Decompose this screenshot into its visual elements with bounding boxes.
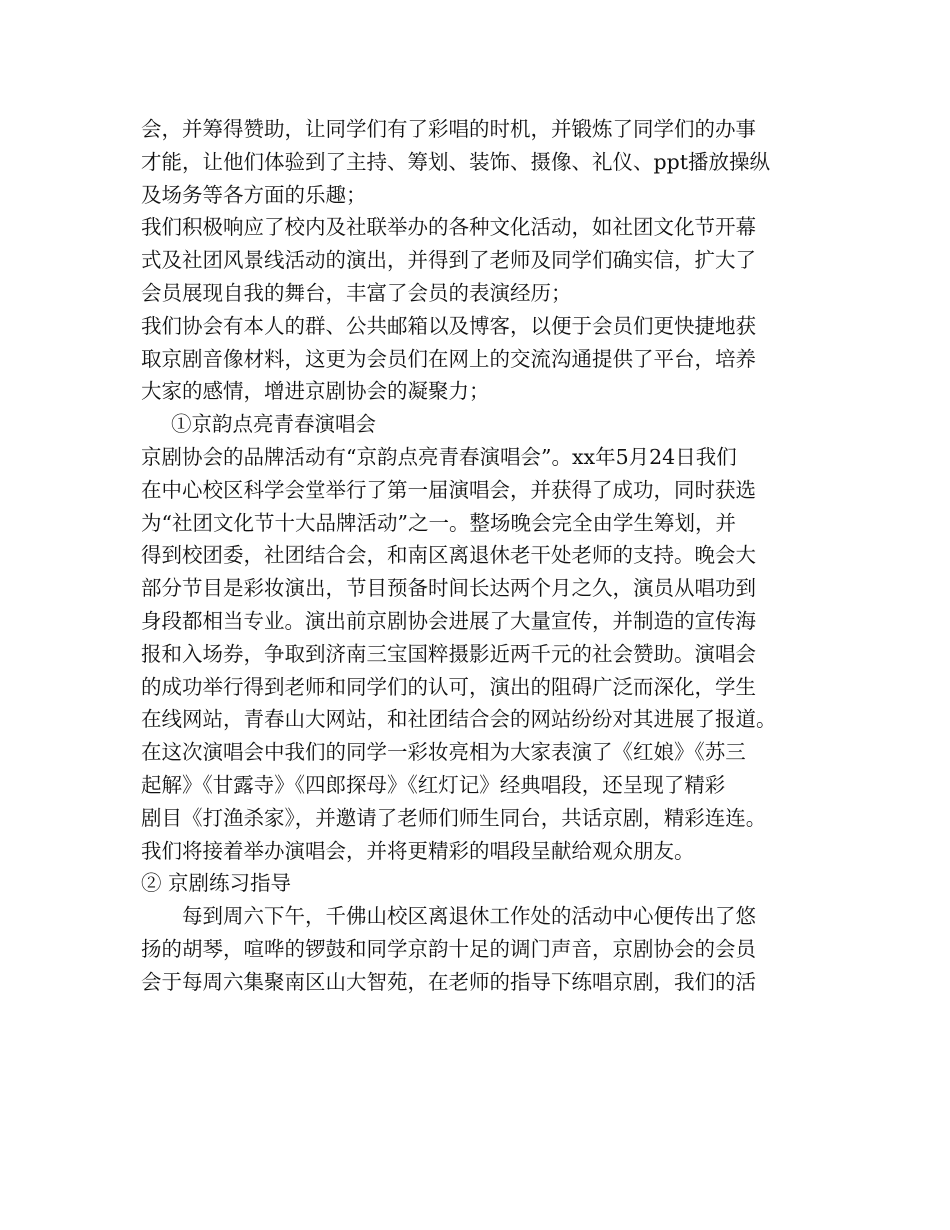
text-line: 报和入场券，争取到济南三宝国粹摄影近两千元的社会赞助。演唱会: [141, 641, 756, 666]
text-line: 部分节目是彩妆演出，节目预备时间长达两个月之久，演员从唱功到: [141, 576, 756, 601]
text-line: 的成功举行得到老师和同学们的认可，演出的阻碍广泛而深化，学生: [141, 674, 756, 699]
text-line: 在这次演唱会中我们的同学一彩妆亮相为大家表演了《红娘》《苏三: [141, 740, 746, 765]
section-heading: ② 京剧练习指导: [141, 871, 292, 896]
text-line: 每到周六下午，千佛山校区离退休工作处的活动中心便传出了悠: [182, 904, 756, 929]
text-line: 大家的感情，增进京剧协会的凝聚力；: [141, 379, 490, 404]
text-line: 取京剧音像材料，这更为会员们在网上的交流沟通提供了平台，培养: [141, 346, 756, 371]
section-heading: ①京韵点亮青春演唱会: [171, 412, 376, 437]
text-line: 扬的胡琴，喧哗的锣鼓和同学京韵十足的调门声音，京剧协会的会员: [141, 936, 756, 961]
document-body: [141, 113, 821, 999]
text-line: 我们将接着举办演唱会，并将更精彩的唱段呈献给观众朋友。: [141, 838, 695, 863]
text-line: 才能，让他们体验到了主持、筹划、装饰、摄像、礼仪、ppt播放操纵: [141, 149, 770, 174]
text-line: 在线网站，青春山大网站，和社团结合会的网站纷纷对其进展了报道。: [141, 707, 777, 732]
text-line: 及场务等各方面的乐趣；: [141, 182, 367, 207]
text-line: 会员展现自我的舞台，丰富了会员的表演经历；: [141, 280, 572, 305]
text-line: 剧目《打渔杀家》，并邀请了老师们师生同台，共话京剧，精彩连连。: [141, 805, 767, 830]
text-line: 身段都相当专业。演出前京剧协会进展了大量宣传，并制造的宣传海: [141, 608, 756, 633]
text-line: 在中心校区科学会堂举行了第一届演唱会，并获得了成功，同时获选: [141, 477, 756, 502]
text-line: 为“社团文化节十大品牌活动”之一。整场晚会完全由学生筹划，并: [141, 510, 736, 535]
text-line: 得到校团委，社团结合会，和南区离退休老干处老师的支持。晚会大: [141, 543, 756, 568]
text-line: 我们积极响应了校内及社联举办的各种文化活动，如社团文化节开幕: [141, 215, 756, 240]
text-line: 式及社团风景线活动的演出，并得到了老师及同学们确实信，扩大了: [141, 248, 756, 273]
text-line: 起解》《甘露寺》《四郎探母》《红灯记》经典唱段，还呈现了精彩: [141, 772, 726, 797]
text-line: 京剧协会的品牌活动有“京韵点亮青春演唱会”。xx年5月24日我们: [141, 444, 737, 469]
text-line: 会，并筹得赞助，让同学们有了彩唱的时机，并锻炼了同学们的办事: [141, 117, 756, 141]
text-line: 我们协会有本人的群、公共邮箱以及博客，以便于会员们更快捷地获: [141, 313, 756, 338]
text-line: 会于每周六集聚南区山大智苑，在老师的指导下练唱京剧，我们的活: [141, 969, 756, 994]
